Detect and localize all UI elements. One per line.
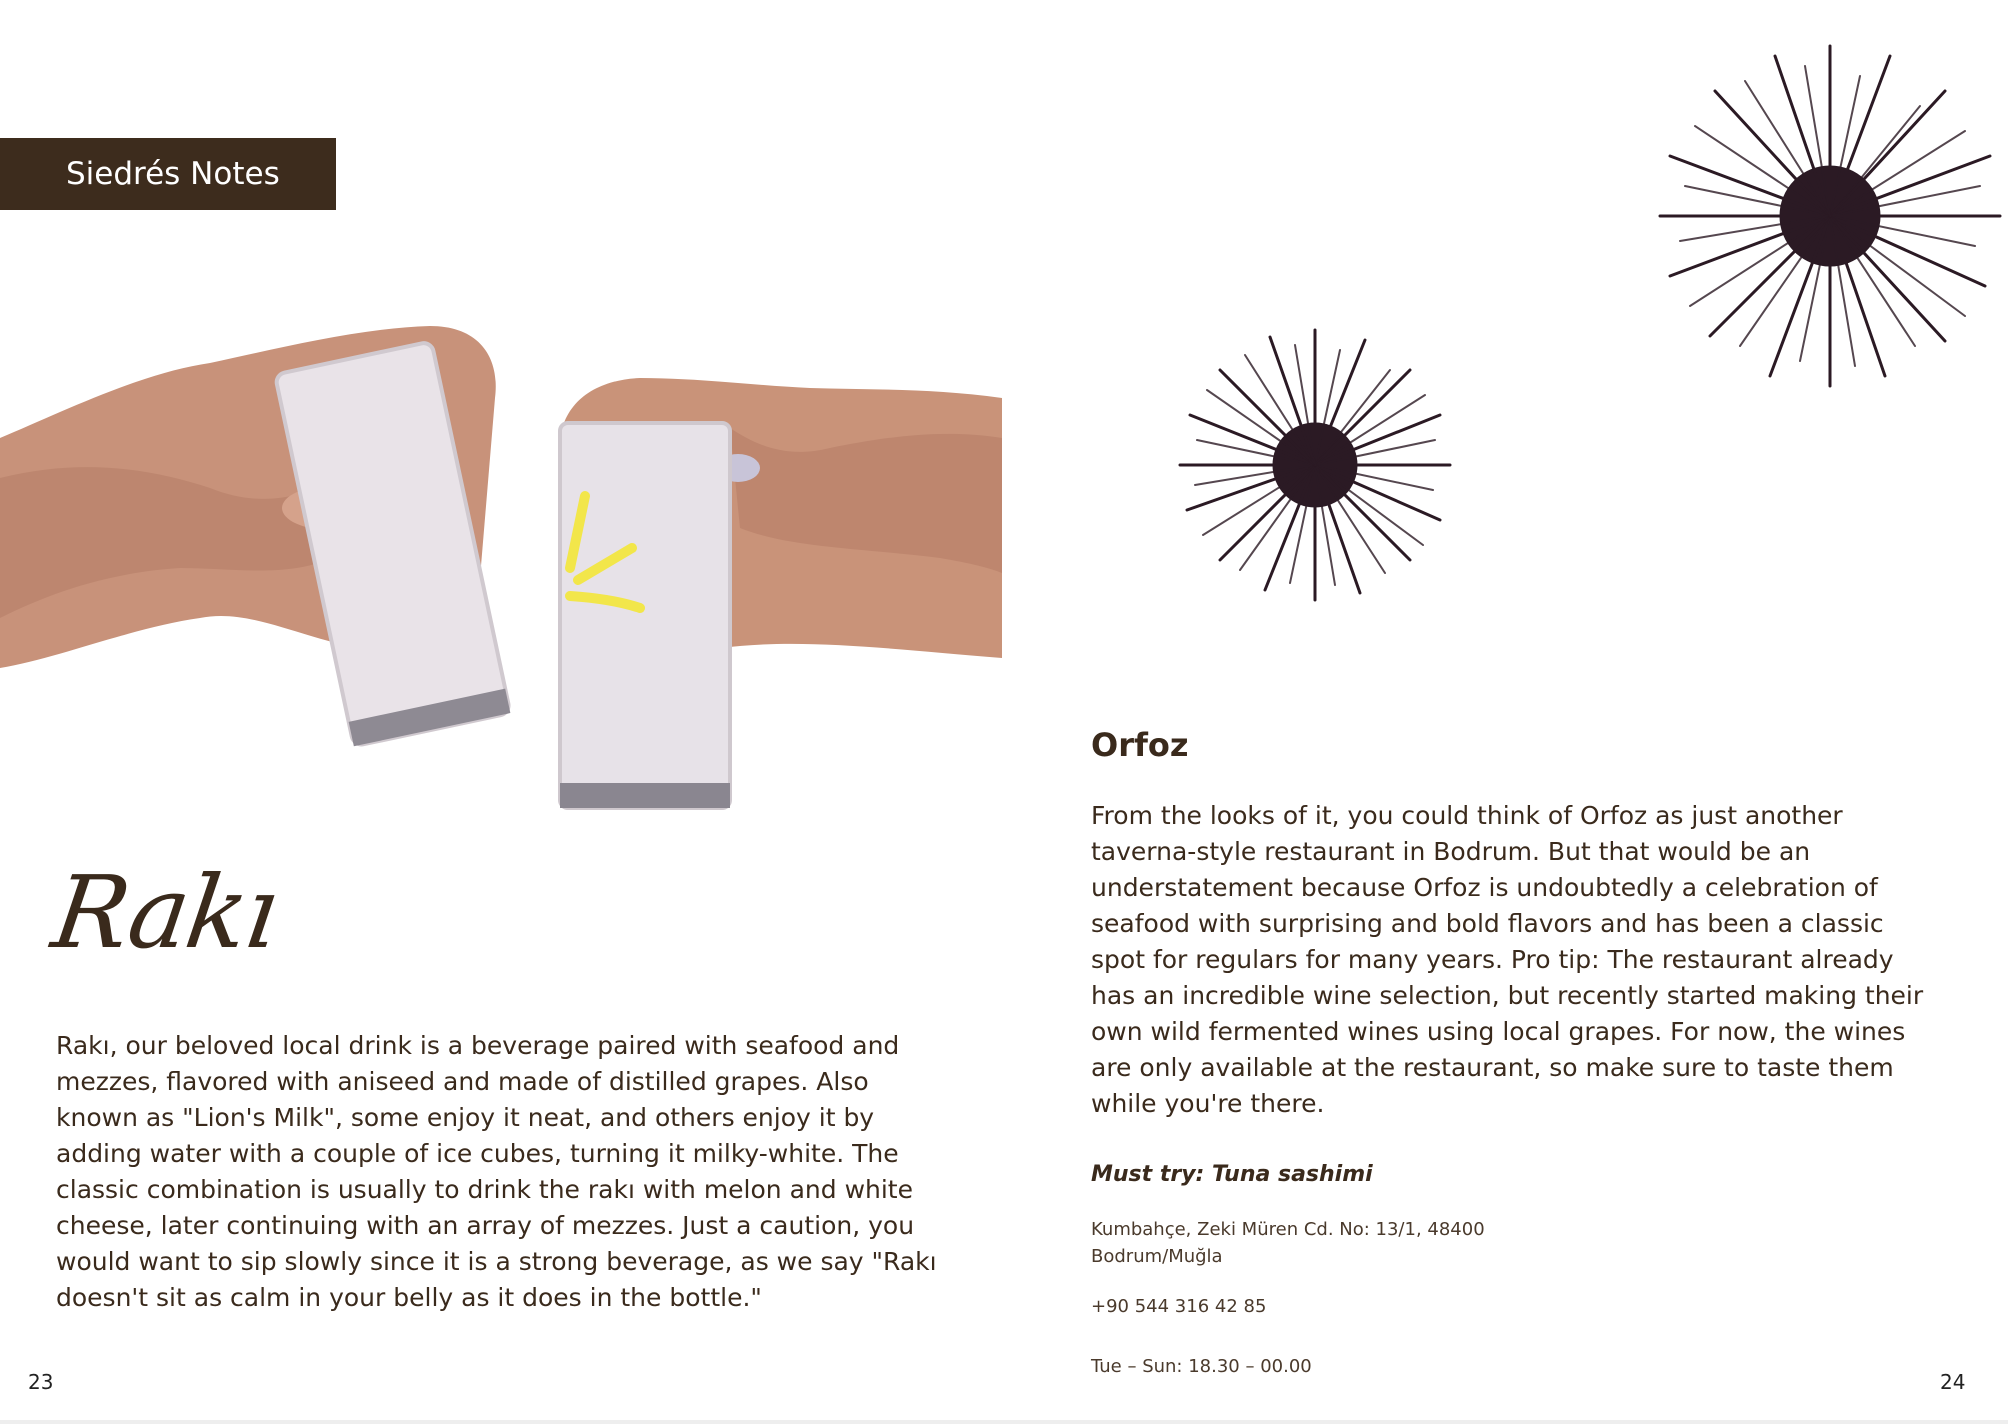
page-number-right: 24 — [1940, 1370, 1966, 1394]
address — [1091, 1216, 1591, 1270]
section-tag: Siedrés Notes — [0, 138, 336, 210]
raki-paragraph: Rakı, our beloved local drink is a beverage paired with seafood and mezzes, flavored with aniseed and made of distilled grapes. Also known as "Lion's Milk", some enjoy it neat, and others enjoy it by adding water with a couple of ice cubes, turning it milky-white. The classic combination is usually to drink the rakı with melon and white cheese, later continuing with an array of mezzes. Just a caution, you would want to sip slowly since it is a strong beverage, as we say "Rakı doesn't sit as calm in your belly as it does in the bottle." — [56, 1031, 937, 1312]
sea-urchin-small — [1170, 320, 1460, 610]
opening-hours: Tue – Sun: 18.30 – 00.00 — [1091, 1356, 1312, 1377]
raki-toast-photo — [0, 318, 1002, 818]
address-line-1: Kumbahçe, Zeki Müren Cd. No: 13/1, 48400 — [1091, 1219, 1485, 1240]
page-number-left: 23 — [28, 1370, 54, 1394]
sea-urchin-large — [1650, 36, 2008, 396]
must-try: Must try: Tuna sashimi — [1091, 1162, 1373, 1187]
orfoz-heading: Orfoz — [1091, 726, 1189, 764]
bottom-divider — [0, 1420, 2008, 1424]
phone-number: +90 544 316 42 85 — [1091, 1296, 1267, 1317]
orfoz-paragraph: From the looks of it, you could think of Orfoz as just another taverna-style restaurant in Bodrum. But that would be an understatement because Orfoz is undoubtedly a celebration of seafood with surprising and bold flavors and has been a classic spot for regulars for many years. Pro tip: The restaurant already has an incredible wine selection, but recently started making their own wild fermented wines using local grapes. For now, the wines are only available at the restaurant, so make sure to taste them while you're there. — [1091, 801, 1924, 1118]
address-line-2: Bodrum/Muğla — [1091, 1246, 1223, 1267]
raki-heading: Rakı — [45, 854, 285, 971]
